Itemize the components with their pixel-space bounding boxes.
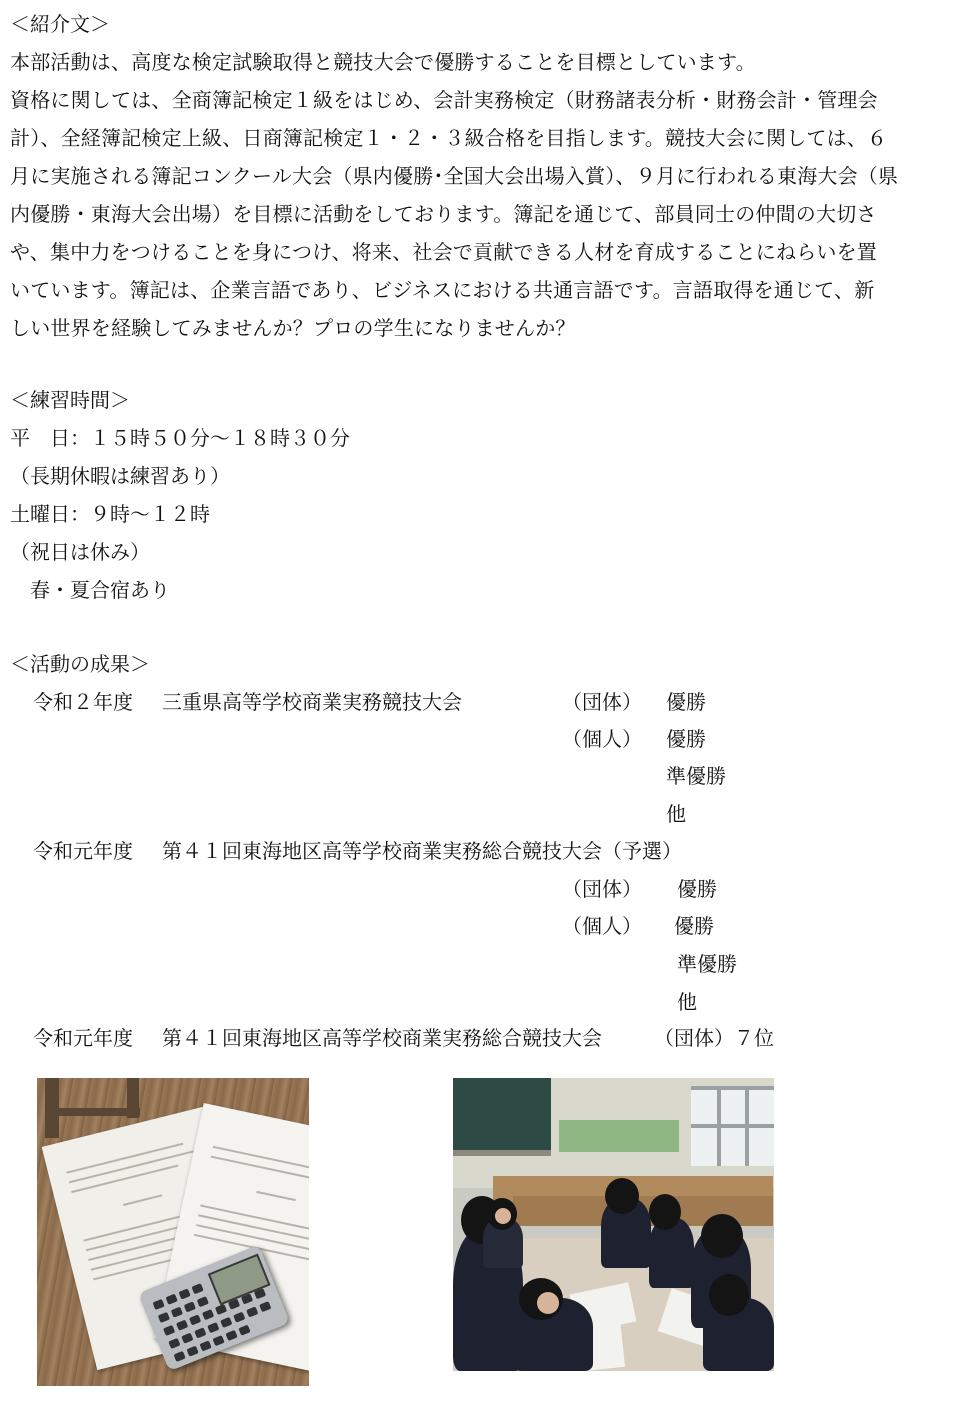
intro-line: 計）、全経簿記検定上級、日商簿記検定１・２・３級合格を目指します。競技大会に関しては、６ — [10, 126, 888, 150]
result-individual-value: 他 — [666, 802, 686, 826]
intro-heading: ＜紹介文＞ — [10, 12, 110, 36]
result-team-value: 優勝 — [677, 877, 717, 901]
result-event: 第４１回東海地区高等学校商業実務総合競技大会（予選） — [162, 839, 682, 863]
intro-line: いています。簿記は、企業言語であり、ビジネスにおける共通言語です。言語取得を通じて、新 — [10, 278, 875, 302]
student-head — [649, 1194, 681, 1230]
window — [691, 1086, 774, 1166]
student — [649, 1218, 694, 1288]
practice-holiday-note: （祝日は休み） — [10, 540, 150, 564]
student-head — [709, 1274, 749, 1316]
result-individual-value: 他 — [677, 990, 697, 1014]
practice-heading: ＜練習時間＞ — [10, 388, 130, 412]
results-heading: ＜活動の成果＞ — [10, 652, 150, 676]
student-face — [537, 1292, 559, 1314]
student-head — [701, 1214, 743, 1258]
blackboard-rail — [453, 1150, 551, 1156]
classroom-study-photo — [453, 1078, 774, 1371]
calculator-screen — [208, 1254, 271, 1306]
intro-line: 本部活動は、高度な検定試験取得と競技大会で優勝することを目標としています。 — [10, 50, 756, 74]
result-team-label: （団体） — [562, 877, 642, 901]
bulletin-board — [559, 1120, 679, 1152]
result-year: 令和元年度 — [33, 839, 133, 863]
result-individual-value: 準優勝 — [666, 764, 726, 788]
intro-line: や、集中力をつけることを身につけ、将来、社会で貢献できる人材を育成することにねらいを置 — [10, 240, 877, 264]
result-event: 第４１回東海地区高等学校商業実務総合競技大会 — [162, 1026, 602, 1050]
result-team-rank: （団体）７位 — [654, 1026, 774, 1050]
practice-camp: 春・夏合宿あり — [30, 578, 170, 602]
student-face — [495, 1208, 511, 1224]
practice-weekday-note: （長期休暇は練習あり） — [10, 464, 230, 488]
result-year: 令和２年度 — [33, 690, 133, 714]
calculator-documents-photo — [37, 1078, 309, 1386]
intro-line: 資格に関しては、全商簿記検定１級をはじめ、会計実務検定（財務諸表分析・財務会計・管理会 — [10, 88, 878, 112]
chair-frame — [45, 1108, 140, 1116]
result-individual-label: （個人） — [562, 914, 642, 938]
result-individual-value: 優勝 — [666, 727, 706, 751]
result-individual-value: 優勝 — [674, 914, 714, 938]
result-event: 三重県高等学校商業実務競技大会 — [162, 690, 462, 714]
result-individual-label: （個人） — [562, 727, 642, 751]
result-team-value: 優勝 — [666, 690, 706, 714]
intro-line: 月に実施される簿記コンクール大会（県内優勝･全国大会出場入賞）、９月に行われる東海大会（県 — [10, 164, 899, 188]
result-team-label: （団体） — [562, 690, 642, 714]
result-year: 令和元年度 — [33, 1026, 133, 1050]
blackboard — [453, 1078, 551, 1150]
student-head — [605, 1178, 639, 1214]
result-individual-value: 準優勝 — [677, 952, 737, 976]
practice-weekday: 平 日：１５時５０分～１８時３０分 — [10, 426, 350, 450]
intro-line: 内優勝・東海大会出場）を目標に活動をしております。簿記を通じて、部員同士の仲間の大切さ — [10, 202, 877, 226]
intro-line: しい世界を経験してみませんか？プロの学生になりませんか？ — [10, 316, 576, 340]
practice-saturday: 土曜日：９時～１２時 — [10, 502, 210, 526]
